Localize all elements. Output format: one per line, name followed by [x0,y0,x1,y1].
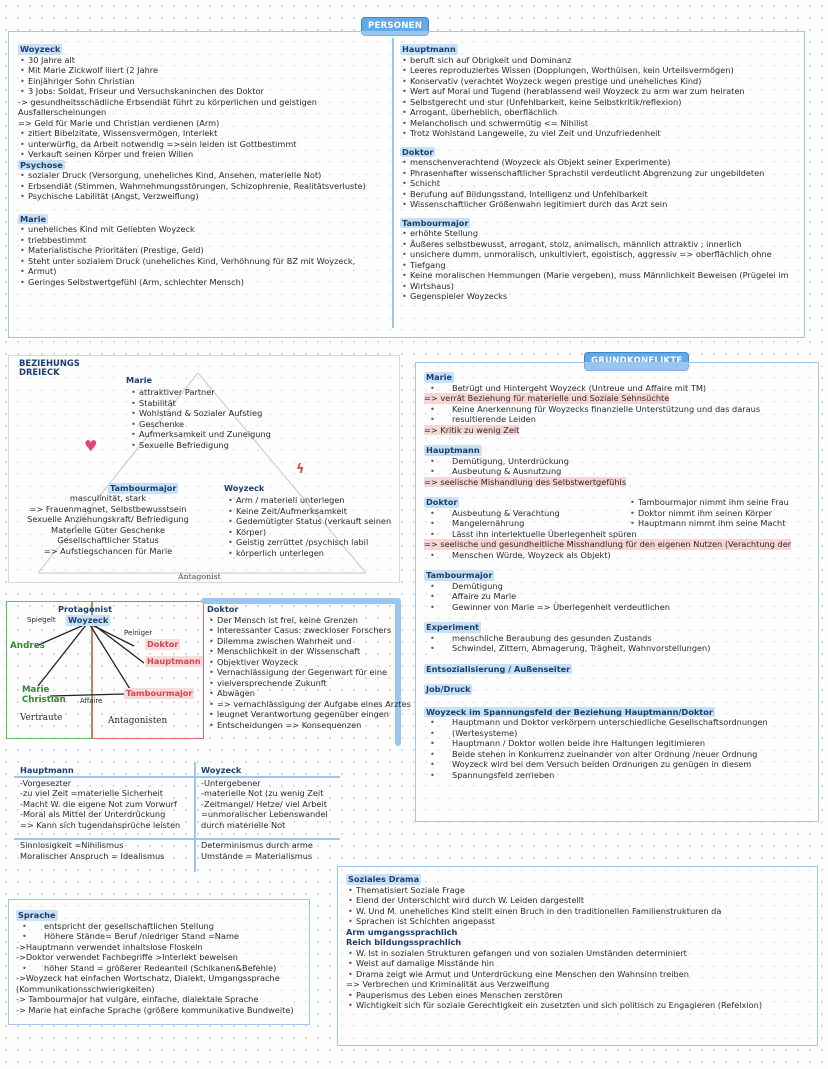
peiniger-label: Peiniger [124,629,153,637]
gk-doktor-line: • Mangelernährung [424,518,816,529]
vergleich-right [201,765,346,861]
triangle-woyzeck-item: • Gedemütigter Status (verkauft seinen [226,516,391,527]
grundkonflikte-title: GRUNDKONFLIKTE [584,352,689,371]
psychose-heading: Psychose [20,159,63,170]
gk-spann-line: • Hauptmann und Doktor verkörpern unterschiedliche Gesellschaftsordnungen [424,717,816,728]
triangle-marie-item: • Wohlstand & Sozialer Aufstieg [129,408,271,419]
gk-entsoz: Entsozialisierung / Außenseiter [426,663,571,674]
hauptmann-line: • Trotz Wohlstand Langeweile, zu viel Zeit und Unzufriedenheit [400,128,800,139]
triangle-woyzeck-item: • Geistig zerrüttet /psychisch labil [226,537,391,548]
konst-tambourmajor: Tambourmajor [126,688,193,698]
triangle-tambour-list [8,493,208,556]
hauptmann-line: • Leeres reproduziertes Wissen (Dopplungen, Worthülsen, kein Urteilsvermögen) [400,65,800,76]
protagonist-label: Protagonist [58,604,113,614]
soziales-line: • Wichtigkeit sich für soziale Gerechtigkeit ein zusetzten und sich politisch zu Engagieren (Refelxion) [346,1000,816,1011]
sprache-line: ->Hauptmann verwendet inhaltslose Floskeln [16,941,203,952]
vergleich-right-summary: Umstände = Materialismus [201,850,313,861]
soziales-line: • W. Ist in sozialen Strukturen gefangen und von sozialen Umständen determiniert [346,948,816,959]
gk-hauptmann-line: • Ausbeutung & Ausnutzung [424,466,816,477]
triangle-woyzeck-item: • Arm / materiell unterlegen [226,495,391,506]
doktor-box-line: • Abwägen [207,688,397,699]
doktor-box-line: • => vernachlässigung der Aufgabe eines Arztes [207,699,397,710]
tambourmajor-line: • erhöhte Stellung [400,228,800,239]
gk-experiment-line: • menschliche Beraubung des gesunden Zustands [424,633,816,644]
antagonisten-label: Antagonisten [108,716,168,726]
gk-side-list [628,497,813,529]
triangle-woyzeck-item: • Keine Zeit/Aufmerksamkeit [226,506,391,517]
tambourmajor-line: • unsichere dumm, unmoralisch, unkultiviert, egoistisch, aggressiv => oberflächlich ohne [400,249,800,260]
tambourmajor-line: • Gegenspieler Woyzecks [400,291,800,302]
soziales-line: • Thematisiert Soziale Frage [346,885,816,896]
vergleich-left-line: -zu viel Zeit =materielle Sicherheit [20,788,163,798]
vergleich-right-line: -materielle Not (zu wenig Zeit [201,788,324,798]
sprache-line: • entspricht der gesellschaftlichen Stellung [16,921,308,932]
triangle-marie-item: • Stabilität [129,398,271,409]
hauptmann-line: • Konservativ (verachtet Woyzeck wegen prestige und uneheliches Kind) [400,76,800,87]
woyzeck-section [18,42,390,287]
woyzeck-line: • 30 Jahre alt [18,55,390,66]
hauptmann-line: • Selbstgerecht und stur (Unfehlbarkeit, keine Selbstkritik/reflexion) [400,97,800,108]
soziales-line: • Drama zeigt wie Armut und Unterdrückung eine Menschen den Wahnsinn treiben [346,969,816,980]
doktor-box-line: • Dilemma zwischen Wahrheit und [207,636,397,647]
sprache-line: (Kommunikationsschwierigkeiten) [16,983,155,994]
vergleich-left [20,765,192,861]
tambourmajor-line: • Wirtshaus) [400,281,800,292]
doktor-line: • Wissenschaftlicher Größenwahn legitimiert durch das Arzt sein [400,199,800,210]
woyzeck-line: • Einjähriger Sohn Christian [18,76,390,87]
konst-marie-christian [22,686,66,706]
woyzeck-line: -> gesundheitsschädliche Erbsendiät führt zu körperlichen und geistigen [18,96,317,107]
vergleich-left-line: -Moral als Mittel der Unterdrückung [20,809,166,819]
triangle-woyzeck-label: Woyzeck [224,483,265,493]
doktor-line: • Berufung auf Bildungsstand, Intelligenz und Unfehlbarkeit [400,189,800,200]
konst-woyzeck: Woyzeck [68,615,109,625]
gk-job: Job/Druck [426,684,471,694]
triangle-marie-item: • attraktiver Partner [129,387,271,398]
gk-side-line: • Hauptmann nimmt ihm seine Macht [628,518,813,529]
woyzeck-line: => Geld für Marie und Christian verdienen (Arm) [18,117,220,128]
tambourmajor-heading: Tambourmajor [402,217,469,228]
sprache-heading: Sprache [18,910,56,920]
gk-tambour-heading: Tambourmajor [426,570,493,580]
personen-divider [392,38,394,328]
gk-spann-line: • Spannungsfeld zerrieben [424,770,816,781]
triangle-tambour-item: Materielle Güter Geschenke [51,524,165,535]
doktor-box-line: • Interessanter Casus: zweckloser Forschers [207,625,397,636]
vergleich-right-title: Woyzeck [201,765,242,775]
gk-spann-line: • Beide stehen in Konkurrenz zueinander von alter Ordnung /neuer Ordnung [424,749,816,760]
psychose-line: • Erbsendiät (Stimmen, Wahrnehmungsstörungen, Schizophrenie, Realitätsverluste) [18,181,390,192]
gk-doktor-line: => seelische und gesundheitliche Misshandlung für den eigenen Nutzen (Verachtung der [424,539,792,549]
doktor-box-line: • Der Mensch ist frei, keine Grenzen [207,615,397,626]
vergleich-right-summary: Determinismus durch arme [201,840,313,850]
hauptmann-line: • Melancholisch und schwermütig <= Nihilist [400,118,800,129]
gk-experiment-line: • Schwindel, Zittern, Abmagerung, Trägheit, Wahnvorstellungen) [424,643,816,654]
woyzeck-line: • unterwürfig, da Arbeit notwendig =>sein leiden ist Gottbestimmt [18,139,390,150]
gk-hauptmann-line: • Demütigung, Unterdrückung [424,456,816,467]
antagonist-label: Antagonist [178,572,221,581]
triangle-tambour-item: masculinität, stark [69,493,147,503]
gk-marie-line: • Betrügt und Hintergeht Woyzeck (Untreue und Affaire mit TM) [424,383,816,394]
soziales-line: • Weist auf damalige Misstände hin [346,958,816,969]
gk-spann-line: • (Wertesysteme) [424,728,816,739]
hauptmann-line: • Arrogant, überheblich, oberflächlich [400,107,800,118]
triangle-woyzeck-item: • Körper) [226,527,391,538]
triangle-tambour-item: => Aufstiegschancen für Marie [43,545,173,556]
sprache-line: ->Doktor verwendet Fachbegriffe >Interlekt beweisen [16,952,238,962]
marie-heading: Marie [20,213,47,224]
vergleich-left-title: Hauptmann [20,765,74,775]
marie-line: • Geringes Selbstwertgefühl (Arm, schlechter Mensch) [18,277,390,288]
gk-marie-line: => Kritik zu wenig Zeit [424,424,520,435]
konst-marie: Marie [22,685,50,695]
vergleich-left-summary: Sinnlosigkeit =Nihilismus [20,840,124,850]
marie-line: • triebbestimmt [18,235,390,246]
soziales-line: => Verbrechen und Kriminalität aus Verzweiflung [346,979,550,989]
lightning-icon: ϟ [296,462,305,477]
soziales-line: Reich bildungssprachlich [346,937,462,947]
vergleich-left-line: -Macht W. die eigene Not zum Vorwurf [20,798,177,809]
grundkonflikte-section [424,370,816,780]
affaire-label: Affaire [80,697,103,705]
woyzeck-line: • Verkauft seinen Körper und freien Willen [18,149,390,160]
sprache-line: ->Woyzeck hat einfachen Wortschatz, Dialekt, Umgangssprache [16,973,280,983]
spiegelt-label: Spiegelt [27,616,56,624]
vergleich-right-line: -Untergebener [201,777,261,788]
beziehung-title-2: DREIECK [19,367,60,378]
hauptmann-line: • Wert auf Moral und Tugend (herablassend weil Woyzeck zu arm war zum heiraten [400,86,800,97]
gk-tambour-line: • Demütigung [424,581,816,592]
triangle-marie-list [129,387,271,450]
konst-andres: Andres [10,641,45,651]
doktor-box-line: • Entscheidungen => Konsequenzen [207,720,397,731]
doktor-box-title: Doktor [207,604,239,614]
vergleich-right-line: durch materielle Not [201,819,286,830]
gk-side-line: • Tambourmajor nimmt ihm seine Frau [628,497,813,508]
beziehung-title-1: BEZIEHUNGS [19,358,80,368]
soziales-section [346,874,816,1011]
doktor-box-line: • leugnet Verantwortung gegenüber eingen [207,709,397,720]
gk-spann-heading: Woyzeck im Spannungsfeld der Beziehung Hauptmann/Doktor [426,706,713,717]
vergleich-left-line: => Kann sich tugendansprüche leisten [20,819,181,830]
soziales-heading: Soziales Drama [348,874,420,884]
vergleich-left-line: -Vorgesezter [20,777,72,788]
heart-icon: ♥ [84,437,98,455]
doktor-line: • Phrasenhafter wissenschaftlicher Sprachstil verdeutlicht Abgrenzung zur ungebildeten [400,168,800,179]
gk-marie-line: • Keine Anerkennung für Woyzecks finanzielle Unterstützung und das daraus [424,404,816,415]
doktor-box-line: • Menschlichkeit in der Wissenschaft [207,646,397,657]
gk-marie-line: • resultierende Leiden [424,414,816,425]
gk-tambour-line: • Affaire zu Marie [424,591,816,602]
triangle-tambour-item: => Frauenmagnet, Selbstbewusstsein [29,503,187,514]
psychose-line: • Psychische Labilität (Angst, Verzweiflung) [18,191,390,202]
konst-hauptmann: Hauptmann [147,656,201,666]
gk-spann-line: • Hauptmann / Doktor wollen beide ihre Haltungen legitimieren [424,738,816,749]
gk-experiment-heading: Experiment [426,622,479,632]
doktor-box-line: • vielversprechende Zukunft [207,678,397,689]
woyzeck-line: • Mit Marie Zickwolf liiert (2 Jahre [18,65,390,76]
vergleich-right-line: =unmoralischer Lebenswandel [201,809,328,819]
triangle-tambour-heading: Tambourmajor [110,483,177,493]
soziales-line: Arm umgangssprachlich [346,926,458,937]
doktor-line: • Schicht [400,178,800,189]
konst-christian: Christian [22,694,66,705]
konst-doktor: Doktor [147,639,179,649]
woyzeck-heading: Woyzeck [20,44,61,54]
woyzeck-line: • 3 Jobs: Soldat, Friseur und Versuchskaninchen des Doktor [18,86,390,97]
gk-hauptmann-line: => seelische Mishandlung des Selbstwertgefühls [424,476,627,487]
triangle-marie-item: • Geschenke [129,419,271,430]
sprache-line: • höher Stand = größerer Redeanteil (Schikanen&Befehle) [16,963,308,974]
sprache-line: -> Marie hat einfache Sprache (größere kommunikative Bundweite) [16,1004,294,1015]
triangle-woyzeck-item: • körperlich unterlegen [226,548,391,559]
doktor-line: • menschenverachtend (Woyzeck als Objekt seiner Experimente) [400,157,800,168]
tambourmajor-line: • Äußeres selbstbewusst, arrogant, stolz, animalisch, männlich attraktiv ; innerlich [400,239,800,250]
gk-doktor-line: • Menschen Würde, Woyzeck als Objekt) [424,550,816,561]
triangle-marie-item: • Sexuelle Befriedigung [129,440,271,451]
woyzeck-line: Ausfallerscheinungen [18,107,107,117]
woyzeck-line: • zitiert Bibelzitate, Wissensvermögen, Interlekt [18,128,390,139]
marie-line: • Materialistische Prioritäten (Prestige, Geld) [18,245,390,256]
marie-line: • Steht unter sozialem Druck (uneheliches Kind, Verhöhnung für BZ mit Woyzeck, [18,256,390,267]
triangle-tambour-label [108,481,178,494]
triangle-tambour-item: Gesellschaftlicher Status [57,535,159,545]
vergleich-left-summary: Moralischer Anspruch = Idealismus [20,850,165,861]
gk-doktor-line: • Ausbeutung & Verachtung [424,508,816,519]
sprache-line: • Höhere Stände= Beruf /niedriger Stand =Name [16,931,308,942]
doktor-box-line: • Vernachlässigung der Gegenwart für eine [207,667,397,678]
triangle-tambour-item: Sexuelle Anziehungskraft/ Befriedigung [27,514,189,524]
triangle-marie-label: Marie [126,375,153,385]
marie-line: • uneheliches Kind mit Geliebten Woyzeck [18,224,390,235]
soziales-line: • Elend der Unterschicht wird durch W. Leiden dargestellt [346,895,816,906]
vertraute-label: Vertraute [20,713,63,723]
gk-hauptmann-heading: Hauptmann [426,445,480,455]
gk-marie-heading: Marie [426,372,453,382]
doktor-box-line: • Objektiver Woyzeck [207,657,397,668]
hauptmann-line: • beruft sich auf Obrigkeit und Dominanz [400,55,800,66]
gk-doktor-line: • Lässt ihn interlektuelle Überlegenheit spüren [424,529,816,540]
soziales-line: • W. Und M. uneheliches Kind stellt einen Bruch in den traditionellen Familienstrukturen da [346,906,816,917]
gk-tambour-line: • Gewinner von Marie => Überlegenheit verdeutlichen [424,602,816,613]
hauptmann-section [400,42,800,302]
triangle-woyzeck-list [226,495,391,558]
soziales-line: • Sprachen ist Schichten angepasst [346,916,816,927]
gk-side-line: • Doktor nimmt ihm seinen Körper [628,508,813,519]
hauptmann-heading: Hauptmann [402,44,456,54]
personen-title: PERSONEN [361,17,429,36]
gk-marie-line: => verrät Beziehung für materielle und Soziale Sehnsüchte [424,393,670,403]
gk-spann-line: • Woyzeck wird bei dem Versuch beiden Ordnungen zu genügen in diesem [424,759,816,770]
sprache-line: -> Tambourmajor hat vulgäre, einfache, dialektale Sprache [16,994,259,1004]
vergleich-right-line: -Zeitmangel/ Hetze/ viel Arbeit [201,798,327,809]
soziales-line: • Pauperismus des Leben eines Menschen zerstören [346,990,816,1001]
tambourmajor-line: • Keine moralischen Hemmungen (Marie vergeben), muss Männlichkeit Beweisen (Prügelei im [400,270,800,281]
doktor-box [207,604,411,730]
gk-doktor-heading: Doktor [426,497,458,507]
marie-line: • Armut) [18,266,390,277]
tambourmajor-line: • Tiefgang [400,260,800,271]
sprache-section [16,910,308,1015]
psychose-line: • sozialer Druck (Versorgung, uneheliches Kind, Ansehen, materielle Not) [18,170,390,181]
doktor-heading: Doktor [402,146,434,157]
triangle-marie-item: • Aufmerksamkeit und Zuneigung [129,429,271,440]
vergleich-vline [194,762,196,872]
